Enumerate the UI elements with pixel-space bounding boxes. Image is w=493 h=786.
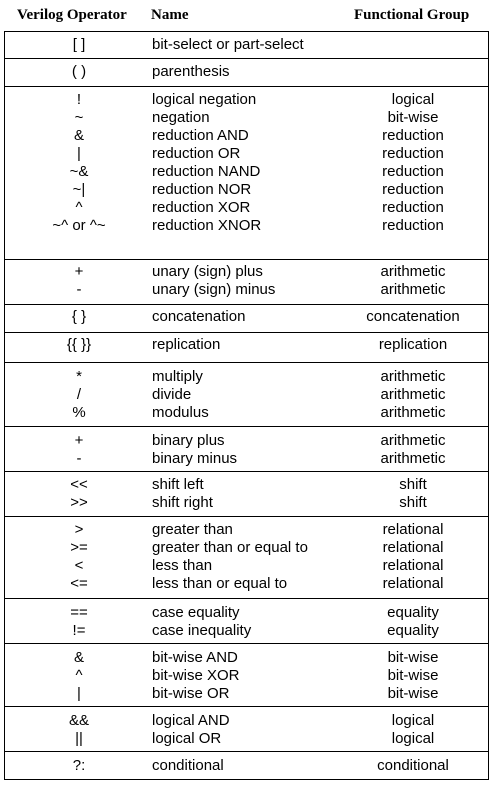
name-cell: case inequality xyxy=(152,622,252,639)
operator-cell: || xyxy=(75,730,83,747)
table-row xyxy=(5,712,488,730)
operator-cell: << xyxy=(70,476,88,493)
functional-group-cell: relational xyxy=(382,557,444,574)
functional-group-cell: arithmetic xyxy=(380,450,446,467)
name-cell: logical AND xyxy=(152,712,230,729)
operator-group xyxy=(5,707,488,752)
functional-group-cell: arithmetic xyxy=(380,263,446,280)
name-cell: unary (sign) plus xyxy=(152,263,263,280)
name-cell: conditional xyxy=(152,757,224,774)
table-row xyxy=(5,145,488,163)
functional-group-cell: logical xyxy=(391,730,435,747)
name-cell: negation xyxy=(152,109,210,126)
operator-table xyxy=(4,31,489,780)
operator-cell: ~| xyxy=(72,181,86,198)
operator-cell: / xyxy=(76,386,82,403)
table-row xyxy=(5,557,488,575)
operator-cell: ^ xyxy=(75,667,83,684)
operator-group xyxy=(5,599,488,644)
name-cell: reduction OR xyxy=(152,145,241,162)
table-row xyxy=(5,386,488,404)
name-cell: reduction XOR xyxy=(152,199,251,216)
operator-cell: [ ] xyxy=(72,36,86,53)
operator-cell: & xyxy=(73,127,84,144)
operator-group xyxy=(5,32,488,59)
table-row xyxy=(5,404,488,422)
name-cell: logical negation xyxy=(152,91,257,108)
table-row xyxy=(5,281,488,299)
name-cell: greater than or equal to xyxy=(152,539,308,556)
table-row xyxy=(5,521,488,539)
operator-cell: == xyxy=(70,604,88,621)
operator-cell: && xyxy=(68,712,89,729)
functional-group-cell: arithmetic xyxy=(380,368,446,385)
operator-cell: | xyxy=(77,145,81,162)
operator-group xyxy=(5,363,488,427)
table-row xyxy=(5,36,488,54)
header-functional-group: Functional Group xyxy=(354,7,470,23)
operator-cell: & xyxy=(73,649,84,666)
operator-group xyxy=(5,260,488,305)
functional-group-cell: bit-wise xyxy=(387,109,439,126)
name-cell: reduction NAND xyxy=(152,163,261,180)
name-cell: bit-wise XOR xyxy=(152,667,240,684)
operator-cell: % xyxy=(72,404,86,421)
table-row xyxy=(5,109,488,127)
table-row xyxy=(5,730,488,748)
name-cell: bit-wise AND xyxy=(152,649,238,666)
operator-cell: >> xyxy=(70,494,88,511)
name-cell: modulus xyxy=(152,404,209,421)
table-row xyxy=(5,163,488,181)
table-row xyxy=(5,622,488,640)
table-row xyxy=(5,685,488,703)
name-cell: concatenation xyxy=(152,308,246,325)
operator-group xyxy=(5,472,488,517)
name-cell: binary minus xyxy=(152,450,238,467)
functional-group-cell: equality xyxy=(387,622,439,639)
operator-cell: ( ) xyxy=(71,63,87,80)
functional-group-cell: relational xyxy=(382,575,444,592)
name-cell: multiply xyxy=(152,368,203,385)
operator-cell: - xyxy=(76,281,82,298)
table-row xyxy=(5,476,488,494)
operator-cell: - xyxy=(76,450,82,467)
name-cell: case equality xyxy=(152,604,240,621)
table-row xyxy=(5,649,488,667)
functional-group-cell: replication xyxy=(378,336,448,353)
operator-cell: + xyxy=(74,263,84,280)
operator-cell: <= xyxy=(70,575,88,592)
functional-group-cell: bit-wise xyxy=(387,649,439,666)
operator-cell: != xyxy=(72,622,86,639)
operator-cell: | xyxy=(77,685,81,702)
functional-group-cell: logical xyxy=(391,712,435,729)
name-cell: greater than xyxy=(152,521,233,538)
operator-group xyxy=(5,87,488,260)
functional-group-cell: reduction xyxy=(382,163,444,180)
operator-cell: ~& xyxy=(69,163,89,180)
functional-group-cell: relational xyxy=(382,521,444,538)
operator-cell: { } xyxy=(71,308,87,325)
functional-group-cell: reduction xyxy=(382,127,444,144)
table-row xyxy=(5,336,488,354)
functional-group-cell: bit-wise xyxy=(387,667,439,684)
name-cell: binary plus xyxy=(152,432,225,449)
operator-cell: ?: xyxy=(72,757,86,774)
operator-group xyxy=(5,644,488,707)
name-cell: reduction AND xyxy=(152,127,249,144)
functional-group-cell: arithmetic xyxy=(380,386,446,403)
functional-group-cell: arithmetic xyxy=(380,281,446,298)
table-row xyxy=(5,667,488,685)
operator-group xyxy=(5,517,488,599)
operator-cell: >= xyxy=(70,539,88,556)
name-cell: reduction NOR xyxy=(152,181,252,198)
table-row xyxy=(5,494,488,512)
functional-group-cell: relational xyxy=(382,539,444,556)
table-row xyxy=(5,263,488,281)
functional-group-cell: concatenation xyxy=(366,308,460,325)
functional-group-cell: arithmetic xyxy=(380,404,446,421)
name-cell: unary (sign) minus xyxy=(152,281,276,298)
name-cell: bit-wise OR xyxy=(152,685,230,702)
name-cell: shift left xyxy=(152,476,204,493)
header-operator: Verilog Operator xyxy=(17,7,127,23)
operator-cell: < xyxy=(74,557,84,574)
operator-group xyxy=(5,305,488,333)
functional-group-cell: reduction xyxy=(382,145,444,162)
functional-group-cell: bit-wise xyxy=(387,685,439,702)
operator-group xyxy=(5,333,488,363)
operator-cell: ^ xyxy=(75,199,83,216)
table-row xyxy=(5,604,488,622)
table-row xyxy=(5,539,488,557)
table-row xyxy=(5,127,488,145)
functional-group-cell: arithmetic xyxy=(380,432,446,449)
name-cell: less than xyxy=(152,557,213,574)
functional-group-cell: equality xyxy=(387,604,439,621)
table-row xyxy=(5,368,488,386)
operator-cell: {{ }} xyxy=(66,336,92,353)
operator-cell: * xyxy=(76,368,82,385)
operator-cell: ~ xyxy=(74,109,84,126)
name-cell: shift right xyxy=(152,494,213,511)
table-row xyxy=(5,450,488,468)
table-row xyxy=(5,308,488,326)
table-row xyxy=(5,199,488,217)
operator-group xyxy=(5,59,488,87)
table-row xyxy=(5,757,488,775)
name-cell: logical OR xyxy=(152,730,222,747)
operator-cell: + xyxy=(74,432,84,449)
name-cell: bit-select or part-select xyxy=(152,36,304,53)
table-row xyxy=(5,432,488,450)
name-cell: replication xyxy=(152,336,221,353)
header-name: Name xyxy=(151,7,189,23)
operator-cell: > xyxy=(74,521,84,538)
functional-group-cell: reduction xyxy=(382,181,444,198)
operator-cell: ! xyxy=(76,91,82,108)
table-row xyxy=(5,181,488,199)
table-header xyxy=(0,0,493,30)
operator-group xyxy=(5,752,488,780)
functional-group-cell: shift xyxy=(399,494,427,511)
table-row xyxy=(5,91,488,109)
name-cell: parenthesis xyxy=(152,63,230,80)
operator-cell: ~^ or ^~ xyxy=(52,217,106,234)
name-cell: less than or equal to xyxy=(152,575,288,592)
operator-group xyxy=(5,427,488,472)
table-row xyxy=(5,575,488,593)
functional-group-cell: shift xyxy=(399,476,427,493)
functional-group-cell: reduction xyxy=(382,199,444,216)
name-cell: divide xyxy=(152,386,192,403)
table-row xyxy=(5,217,488,235)
table-row xyxy=(5,63,488,81)
name-cell: reduction XNOR xyxy=(152,217,262,234)
functional-group-cell: logical xyxy=(391,91,435,108)
functional-group-cell: reduction xyxy=(382,217,444,234)
functional-group-cell: conditional xyxy=(377,757,449,774)
